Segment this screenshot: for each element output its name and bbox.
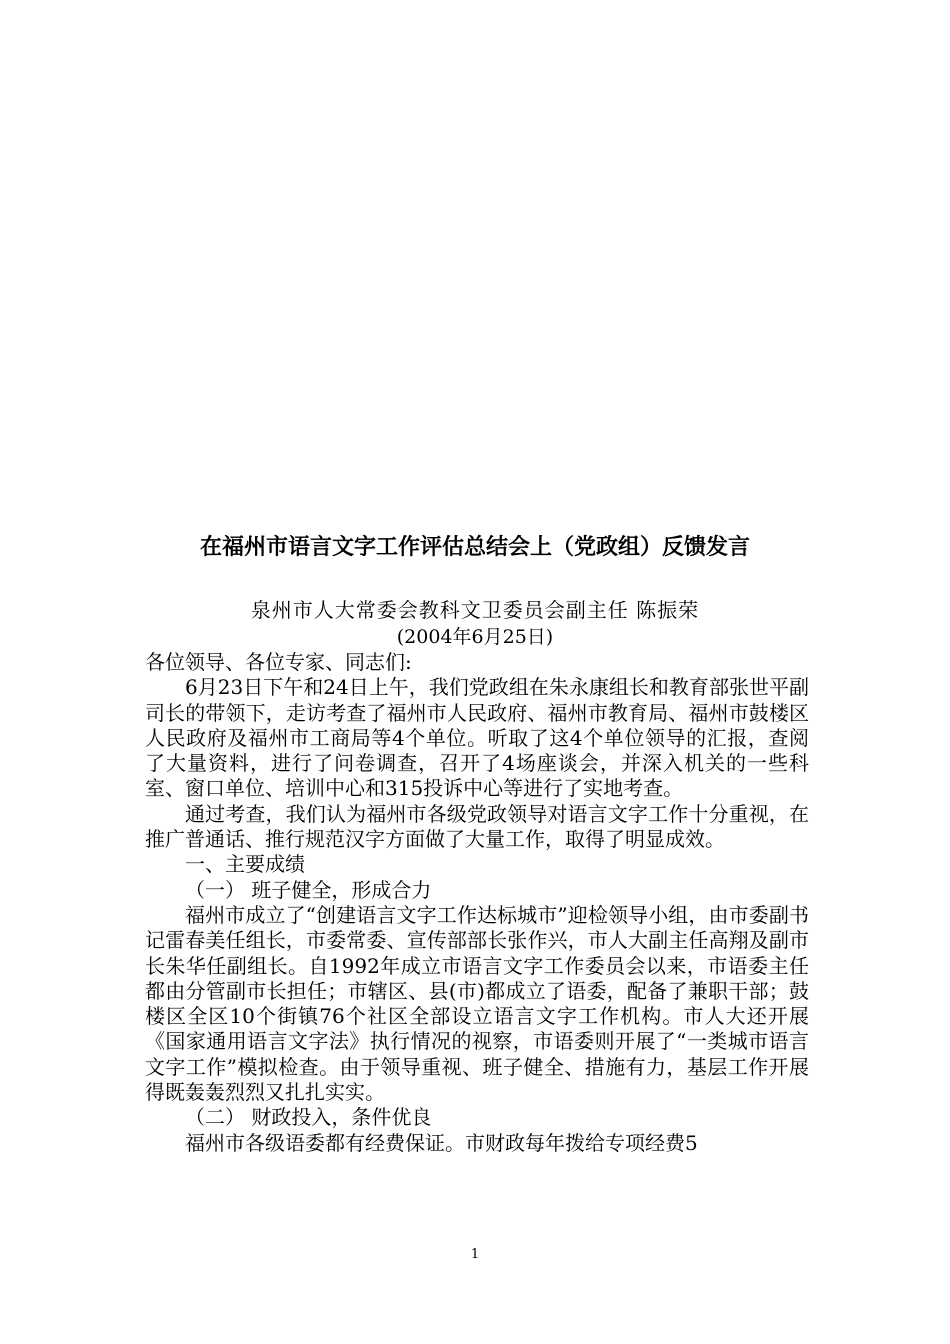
body-paragraph: 通过考查，我们认为福州市各级党政领导对语言文字工作十分重视，在推广普通话、推行规范汉字方面做了大量工作，取得了明显成效。 — [145, 801, 809, 852]
speaker-line: 泉州市人大常委会教科文卫委员会副主任 陈振荣 — [250, 598, 700, 622]
document-body — [145, 650, 809, 1156]
page-number: 1 — [470, 1247, 480, 1262]
document-title: 在福州市语言文字工作评估总结会上（党政组）反馈发言 — [199, 535, 750, 560]
section-heading: 一、主要成绩 — [185, 852, 305, 877]
body-paragraph: 福州市成立了“创建语言文字工作达标城市”迎检领导小组，由市委副书记雷春美任组长，市委常委、宣传部部长张作兴，市人大副主任高翔及副市长朱华任副组长。自1992年成立市语言文字工作委员会以来，市语委主任都由分管副市长担任；市辖区、县(市)都成立了语委，配备了兼职干部；鼓楼区全区10个街镇76个社区全部设立语言文字工作机构。市人大还开展《国家通用语言文字法》执行情况的视察，市语委则开展了“一类城市语言文字工作”模拟检查。由于领导重视、班子健全、措施有力，基层工作开展得既轰轰烈烈又扎扎实实。 — [145, 902, 809, 1105]
body-paragraph: 6月23日下午和24日上午，我们党政组在朱永康组长和教育部张世平副司长的带领下，走访考查了福州市人民政府、福州市教育局、福州市鼓楼区人民政府及福州市工商局等4个单位。听取了这4个单位领导的汇报，查阅了大量资料，进行了问卷调查，召开了4场座谈会，并深入机关的一些科室、窗口单位、培训中心和315投诉中心等进行了实地考查。 — [145, 675, 809, 801]
salutation: 各位领导、各位专家、同志们: — [145, 650, 412, 674]
subsection-heading: （二） 财政投入，条件优良 — [185, 1105, 432, 1130]
subsection-heading: （一） 班子健全，形成合力 — [185, 877, 432, 902]
speech-date: (2004年6月25日) — [396, 626, 554, 648]
body-paragraph: 福州市各级语委都有经费保证。市财政每年拨给专项经费5 — [185, 1130, 698, 1155]
